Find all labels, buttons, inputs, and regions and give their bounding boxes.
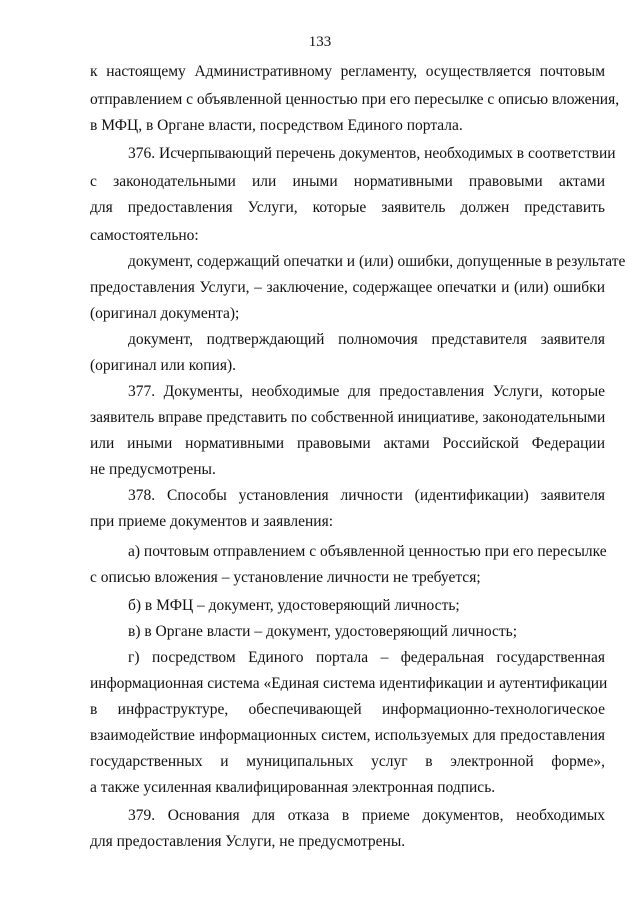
text-line: или иными нормативными правовыми актами Российской Федерации (90, 435, 605, 452)
text-line: государственных и муниципальных услуг в электронной форме», (90, 753, 605, 770)
text-line: отправлением с объявленной ценностью при его пересылке с описью вложения, (90, 91, 620, 108)
text-line: а) почтовым отправлением с объявленной ценностью при его пересылке (128, 543, 607, 560)
text-line: к настоящему Административному регламенту, осуществляется почтовым (90, 63, 605, 80)
text-line: в МФЦ, в Органе власти, посредством Единого портала. (90, 117, 463, 134)
text-line: не предусмотрены. (90, 461, 216, 478)
text-line: 379. Основания для отказа в приеме документов, необходимых (128, 807, 605, 824)
text-line: 378. Способы установления личности (идентификации) заявителя (128, 487, 605, 504)
text-line: (оригинал или копия). (90, 357, 236, 374)
text-line: для предоставления Услуги, которые заявитель должен представить (90, 199, 605, 216)
text-line: 377. Документы, необходимые для предоставления Услуги, которые (128, 383, 605, 400)
text-line: 376. Исчерпывающий перечень документов, необходимых в соответствии (128, 145, 616, 162)
text-line: для предоставления Услуги, не предусмотрены. (90, 833, 406, 850)
text-line: а также усиленная квалифицированная электронная подпись. (90, 779, 496, 796)
text-line: с законодательными или иными нормативными правовыми актами (90, 173, 605, 190)
text-line: документ, содержащий опечатки и (или) ошибки, допущенные в результате (128, 253, 626, 270)
text-line: самостоятельно: (90, 227, 199, 244)
text-line: с описью вложения – установление личности не требуется; (90, 569, 481, 586)
text-line: при приеме документов и заявления: (90, 513, 334, 530)
page-number: 133 (308, 34, 332, 50)
text-line: г) посредством Единого портала – федеральная государственная (128, 649, 605, 666)
text-line: предоставления Услуги, – заключение, содержащее опечатки и (или) ошибки (90, 279, 605, 296)
text-line: взаимодействие информационных систем, используемых для предоставления (90, 727, 605, 744)
text-line: заявитель вправе представить по собственной инициативе, законодательными (90, 409, 606, 426)
text-line: в) в Органе власти – документ, удостоверяющий личность; (128, 623, 518, 640)
text-line: документ, подтверждающий полномочия представителя заявителя (128, 331, 605, 348)
text-line: б) в МФЦ – документ, удостоверяющий личность; (128, 597, 460, 614)
text-line: информационная система «Единая система идентификации и аутентификации (90, 675, 608, 692)
text-line: в инфраструктуре, обеспечивающей информационно-технологическое (90, 701, 605, 718)
text-line: (оригинал документа); (90, 305, 240, 322)
